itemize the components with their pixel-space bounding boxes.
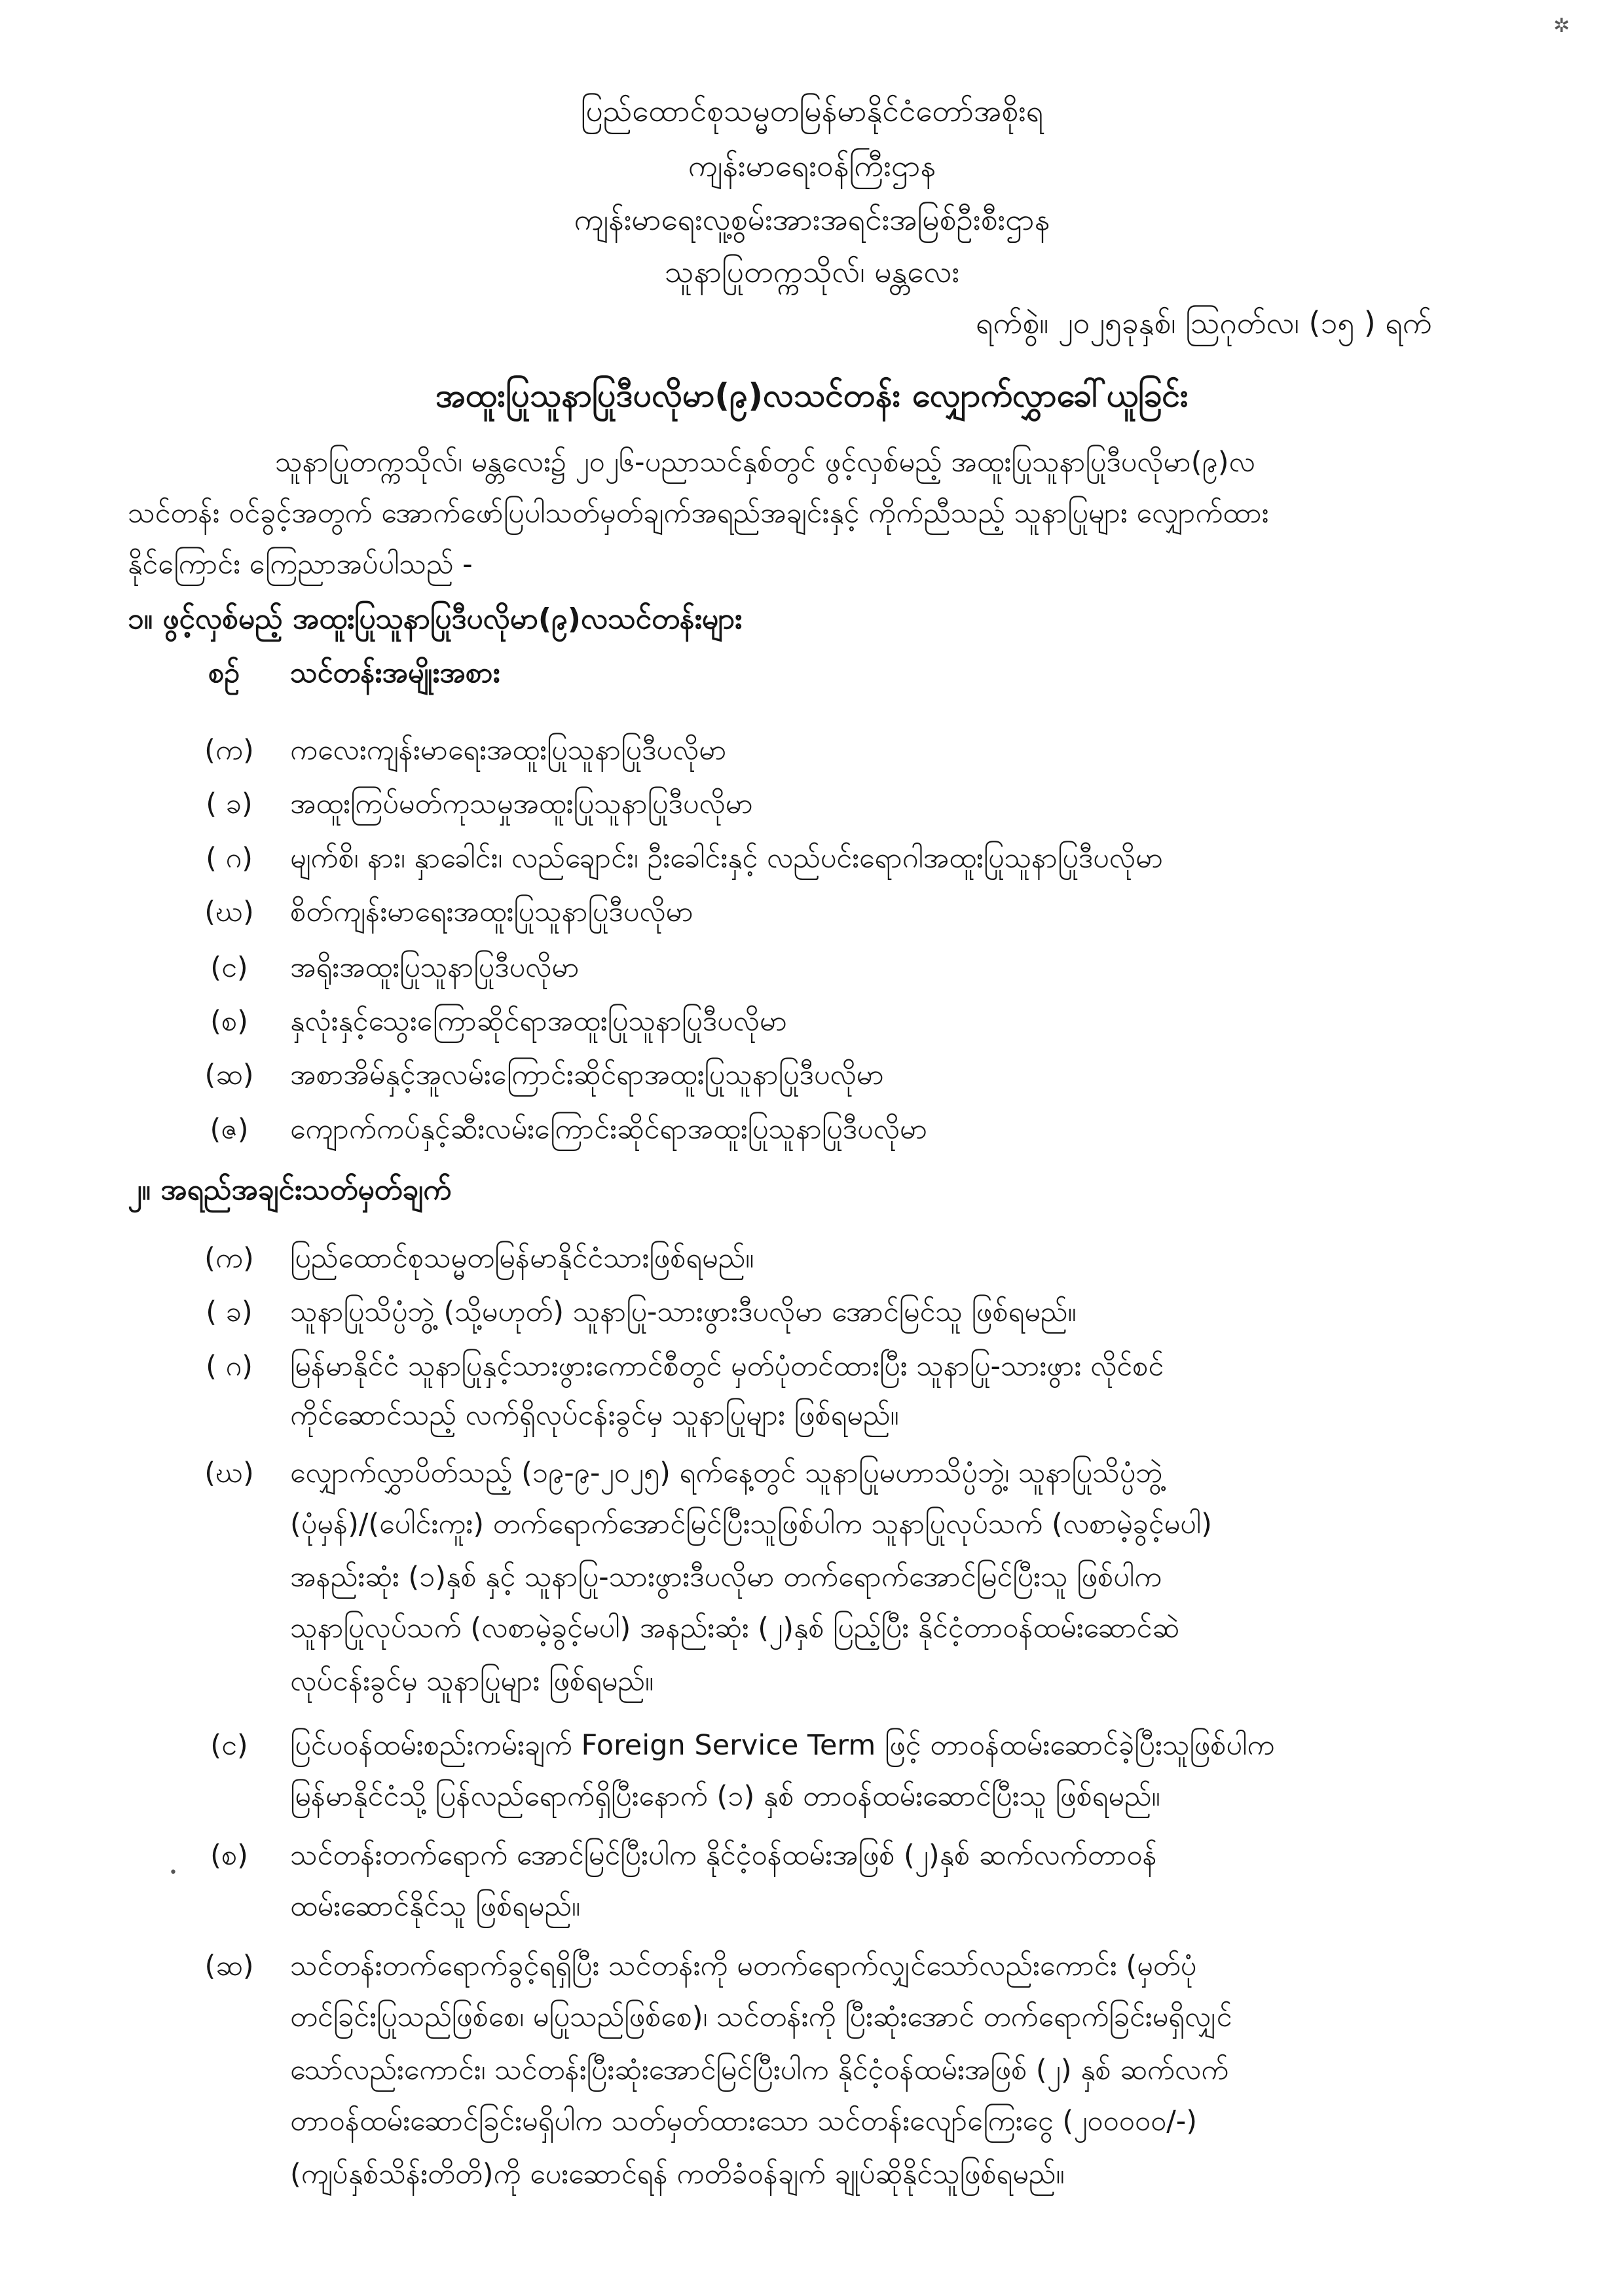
list-item: အရိုးအထူးပြုသူနာပြုဒီပလိုမာ [290,951,580,984]
list-item-line: (ပုံမှန်)/(ပေါင်းကူး) တက်ရောက်အောင်မြင်ပြီးသူဖြစ်ပါက သူနာပြုလုပ်သက် (လစာမဲ့ခွင့်မပါ) [290,1508,1212,1540]
list-item-line: သူနာပြုလုပ်သက် (လစာမဲ့ခွင့်မပါ) အနည်းဆုံး (၂)နှစ် ပြည့်ပြီး နိုင်ငံ့တာဝန်ထမ်းဆောင်ဆဲ [290,1612,1179,1645]
list-item: ကလေးကျန်းမာရေးအထူးပြုသူနာပြုဒီပလိုမာ [290,734,727,767]
list-item-line: သင်တန်းတက်ရောက် အောင်မြင်ပြီးပါက နိုင်ငံ့ဝန်ထမ်းအဖြစ် (၂)နှစ် ဆက်လက်တာဝန် [290,1839,1157,1872]
section1-heading: ၁။ ဖွင့်လှစ်မည့် အထူးပြုသူနာပြုဒီပလိုမာ(၉)လသင်တန်းများ [128,602,743,636]
list-item: ကျောက်ကပ်နှင့်ဆီးလမ်းကြောင်းဆိုင်ရာအထူးပြုသူနာပြုဒီပလိုမာ [290,1113,928,1146]
header-ministry: ကျန်းမာရေးဝန်ကြီးဌာန [688,148,936,183]
column-header-number: စဉ် [208,657,240,689]
list-item-label: (ဃ) [204,896,254,928]
list-item-label: (ဆ) [204,1950,254,1982]
notice-title: အထူးပြုသူနာပြုဒီပလိုမာ(၉)လသင်တန်း လျှောက်လွှာခေါ်ယူခြင်း [435,376,1189,414]
list-item: အစာအိမ်နှင့်အူလမ်းကြောင်းဆိုင်ရာအထူးပြုသူနာပြုဒီပလိုမာ [290,1059,884,1091]
list-item-label: (စ) [210,1839,248,1872]
list-item-line: ထမ်းဆောင်နိုင်သူ ဖြစ်ရမည်။ [290,1890,580,1923]
list-item: နှလုံးနှင့်သွေးကြောဆိုင်ရာအထူးပြုသူနာပြုဒီပလိုမာ [290,1005,788,1038]
intro-line: သူနာပြုတက္ကသိုလ်၊ မန္တလေး၌ ၂၀၂၆-ပညာသင်နှစ်တွင် ဖွင့်လှစ်မည့် အထူးပြုသူနာပြုဒီပလိုမာ(၉)လ [275,446,1255,479]
column-header-course-type: သင်တန်းအမျိုးအစား [290,657,500,689]
list-item-line: သင်တန်းတက်ရောက်ခွင့်ရရှိပြီး သင်တန်းကို မတက်ရောက်လျှင်သော်လည်းကောင်း (မှတ်ပုံ [290,1950,1197,1982]
list-item-line: ကိုင်ဆောင်သည့် လက်ရှိလုပ်ငန်းခွင်မှ သူနာပြုများ ဖြစ်ရမည်။ [290,1399,899,1432]
list-item-line: အနည်းဆုံး (၁)နှစ် နှင့် သူနာပြု-သားဖွားဒီပလိုမာ တက်ရောက်အောင်မြင်ပြီးသူ ဖြစ်ပါက [290,1561,1162,1594]
list-item-line: တင်ခြင်းပြုသည်ဖြစ်စေ၊ မပြုသည်ဖြစ်စေ)၊ သင်တန်းကို ပြီးဆုံးအောင် တက်ရောက်ခြင်းမရှိလျှင် [290,2001,1232,2033]
list-item-label: ( ဂ) [206,1350,253,1383]
list-item-label: (င) [210,1729,248,1762]
list-item-label: (ဃ) [204,1457,254,1489]
header-government: ပြည်ထောင်စုသမ္မတမြန်မာနိုင်ငံတော်အစိုးရ [580,93,1044,128]
list-item-line: ပြင်ပဝန်ထမ်းစည်းကမ်းချက် Foreign Service Term ဖြင့် တာဝန်ထမ်းဆောင်ခဲ့ပြီးသူဖြစ်ပါက [290,1729,1275,1762]
list-item-label: ( ခ) [206,788,253,820]
list-item-line: မြန်မာနိုင်ငံ သူနာပြုနှင့်သားဖွားကောင်စီတွင် မှတ်ပုံတင်ထားပြီး သူနာပြု-သားဖွား လိုင်စင် [290,1350,1164,1383]
list-item-label: (က) [204,1242,254,1275]
list-item-line: မြန်မာနိုင်ငံသို့ ပြန်လည်ရောက်ရှိပြီးနောက် (၁) နှစ် တာဝန်ထမ်းဆောင်ပြီးသူ ဖြစ်ရမည်။ [290,1780,1160,1813]
list-item-label: (ဆ) [204,1059,254,1091]
list-item-line: (ကျပ်နှစ်သိန်းတိတိ)ကို ပေးဆောင်ရန် ကတိခံဝန်ချက် ချုပ်ဆိုနိုင်သူဖြစ်ရမည်။ [290,2158,1065,2191]
intro-line: နိုင်ကြောင်း ကြေညာအပ်ပါသည် - [128,548,473,581]
list-item: မျက်စိ၊ နား၊ နှာခေါင်း၊ လည်ချောင်း၊ ဦးခေါင်းနှင့် လည်ပင်းရောဂါအထူးပြုသူနာပြုဒီပလိုမာ [290,842,1164,875]
list-item-line: လုပ်ငန်းခွင်မှ သူနာပြုများ ဖြစ်ရမည်။ [290,1665,654,1698]
list-item: ပြည်ထောင်စုသမ္မတမြန်မာနိုင်ငံသားဖြစ်ရမည်။ [290,1242,754,1275]
list-item: သူနာပြုသိပ္ပံဘွဲ့ (သို့မဟုတ်) သူနာပြု-သားဖွားဒီပလိုမာ အောင်မြင်သူ ဖြစ်ရမည်။ [290,1296,1077,1328]
document-date: ရက်စွဲ။ ၂၀၂၅ခုနှစ်၊ ဩဂုတ်လ၊ (၁၅ ) ရက် [976,305,1432,340]
list-item-label: (ဇ) [210,1113,249,1146]
list-item: အထူးကြပ်မတ်ကုသမှုအထူးပြုသူနာပြုဒီပလိုမာ [290,788,753,820]
list-item-line: တာဝန်ထမ်းဆောင်ခြင်းမရှိပါက သတ်မှတ်ထားသော သင်တန်းလျော်ကြေးငွေ (၂၀၀၀၀၀/-) [290,2105,1198,2138]
header-university: သူနာပြုတက္ကသိုလ်၊ မန္တလေး [664,254,960,289]
intro-line: သင်တန်း ဝင်ခွင့်အတွက် အောက်ဖော်ပြပါသတ်မှတ်ချက်အရည်အချင်းနှင့် ကိုက်ညီသည့် သူနာပြုများ လျှောက်ထား [128,497,1269,530]
corner-scan-mark: ✲ [1553,14,1570,37]
list-item-label: (က) [204,734,254,767]
list-item: စိတ်ကျန်းမာရေးအထူးပြုသူနာပြုဒီပလိုမာ [290,896,693,928]
list-item-line: သော်လည်းကောင်း၊ သင်တန်းပြီးဆုံးအောင်မြင်ပြီးပါက နိုင်ငံ့ဝန်ထမ်းအဖြစ် (၂) နှစ် ဆက်လက် [290,2054,1229,2086]
list-item-label: ( ခ) [206,1296,253,1328]
list-item-label: ( ဂ) [206,842,253,875]
section2-heading: ၂။ အရည်အချင်းသတ်မှတ်ချက် [128,1173,452,1207]
list-item-label: (စ) [210,1005,248,1038]
list-item-line: လျှောက်လွှာပိတ်သည့် (၁၉-၉-၂၀၂၅) ရက်နေ့တွင် သူနာပြုမဟာသိပ္ပံဘွဲ့၊ သူနာပြုသိပ္ပံဘွဲ့ [290,1457,1163,1489]
list-item-label: (င) [210,951,248,984]
header-department: ကျန်းမာရေးလူ့စွမ်းအားအရင်းအမြစ်ဦးစီးဌာန [574,202,1050,237]
margin-scan-mark: • [169,1865,177,1881]
